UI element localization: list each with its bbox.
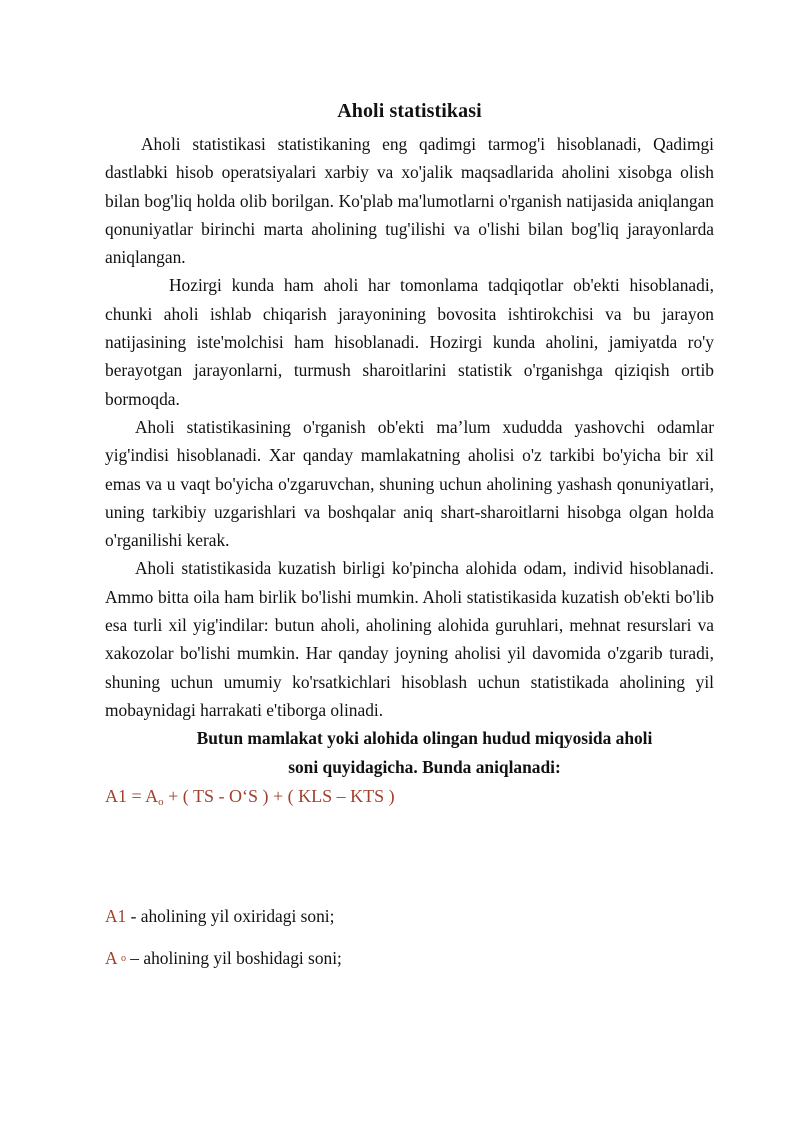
definition-a0 <box>105 944 714 973</box>
definition-a0-letter: A <box>105 948 121 969</box>
population-formula <box>105 782 714 816</box>
document-content <box>105 96 714 973</box>
definition-gap <box>105 930 714 944</box>
paragraph-study-object: Aholi statistikasining o'rganish ob'ekti ma’lum xududda yashovchi odamlar yig'indisi hisoblanadi. Xar qanday mamlakatning aholisi o'z tarkibi bo'yicha bir xil emas va u vaqt bo'yicha o'zgaruvchan, shuning uchun aholining yashash qonuniyatlari, uning tarkibiy uzgarishlari va boshqalar aniq shart-sharoitlarni hisobga olgan holda o'rganilishi kerak. <box>105 416 714 551</box>
definition-a0-symbol <box>105 948 126 968</box>
definition-a1-text: - aholining yil oxiridagi soni; <box>126 906 335 927</box>
section-heading-line-1: Butun mamlakat yoki alohida olingan hudud miqyosida aholi <box>196 728 653 749</box>
paragraph-intro: Aholi statistikasi statistikaning eng qadimgi tarmog'i hisoblanadi, Qadimgi dastlabki hisob operatsiyalari xarbiy va xo'jalik maqsadlarida aholini xisobga olish bilan bog'liq holda olib borilgan. Ko'plab ma'lumotlarni o'rganish natijasida aniqlangan qonuniyatlar birinchi marta aholining tug'ilishi va o'lishi bilan bog'liq jarayonlarda aniqlangan. <box>105 134 714 268</box>
section-heading <box>105 724 714 782</box>
definition-a1 <box>105 902 714 930</box>
definition-a0-text: – aholining yil boshidagi soni; <box>125 948 342 969</box>
formula-left: A1 = A <box>105 786 159 807</box>
paragraph-observation-unit: Aholi statistikasida kuzatish birligi ko'pincha alohida odam, individ hisoblanadi. Ammo bitta oila ham birlik bo'lishi mumkin. Aholi statistikasida kuzatish ob'ekti bo'lib esa turli xil yig'indilar: butun aholi, aholining alohida guruhlari, mehnat resurslari va xakozolar bo'lishi mumkin. Har qanday joyning aholisi yil davomida o'zgarib turadi, shuning uchun umumiy ko'rsatkichlari hisoblash uchun statistikada aholining yil mobaynidagi harrakati e'tiborga olinadi. <box>105 558 714 720</box>
definition-a0-degree: o <box>120 953 126 965</box>
section-heading-line-2: soni quyidagicha. Bunda aniqlanadi: <box>288 757 561 778</box>
paragraph-current-research: Hozirgi kunda ham aholi har tomonlama tadqiqotlar ob'ekti hisoblanadi, chunki aholi ishlab chiqarish jarayonining bovosita ishtirokchisi va bu jarayon natijasining iste'molchisi ham hisoblanadi. Hozirgi kunda aholini, jamiyatda ro'y berayotgan jarayonlarni, turmush sharoitlarini statistik o'rganishga qiziqish ortib bormoqda. <box>105 275 714 409</box>
definition-a1-symbol: A1 <box>105 906 127 927</box>
formula-subscript: o <box>158 796 164 809</box>
blank-space <box>105 816 714 902</box>
formula-right: + ( TS - O‘S ) + ( KLS – KTS ) <box>163 786 395 807</box>
document-title: Aholi statistikasi <box>337 100 482 122</box>
